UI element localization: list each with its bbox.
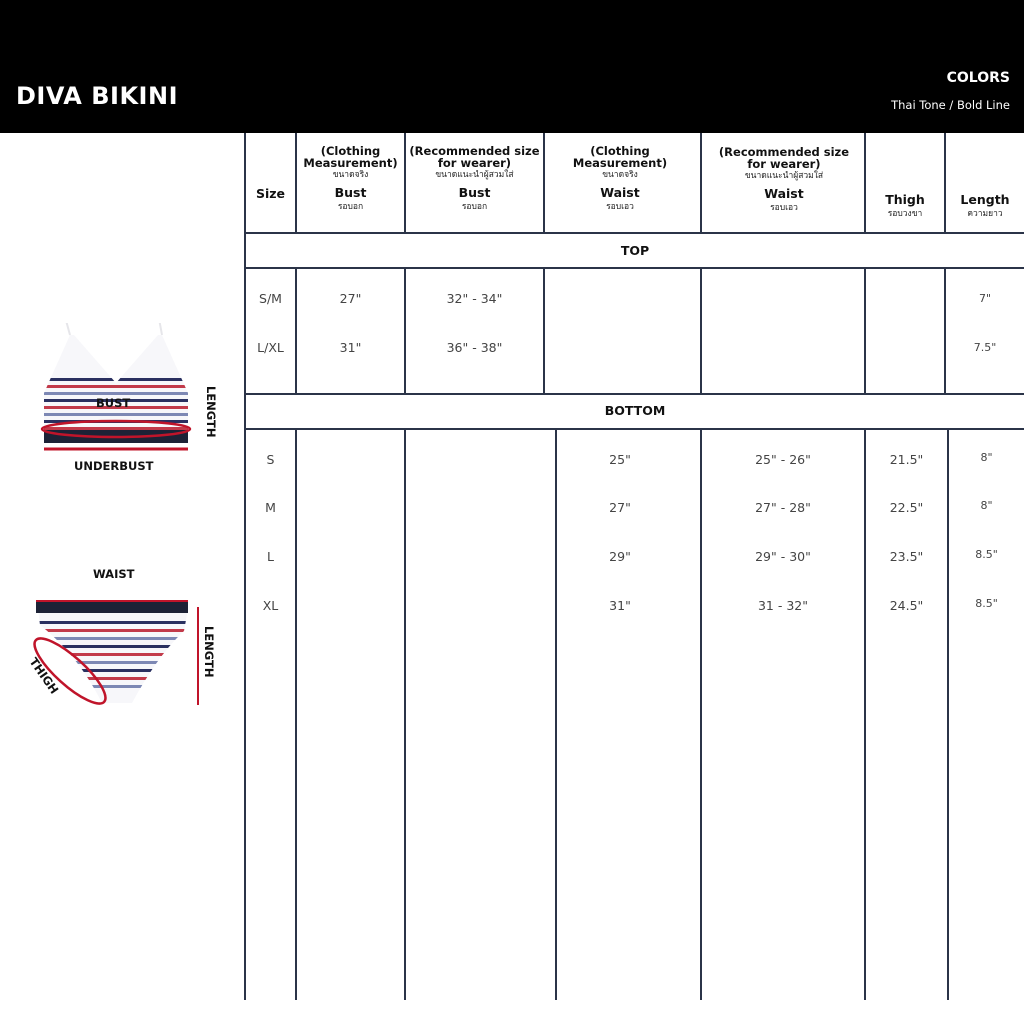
header-bar [0, 0, 1024, 133]
row-divider [244, 267, 1024, 269]
length-cell: 8.5" [975, 597, 998, 610]
recommended-bust-cell: 32" - 34" [446, 291, 503, 306]
col-divider [947, 428, 949, 1000]
size-cell: S [266, 452, 275, 467]
size-cell: S/M [259, 291, 282, 306]
bust-cell: 27" [339, 291, 362, 306]
col-divider [543, 268, 545, 394]
col-divider [404, 268, 406, 394]
bottom-length-label: LENGTH [202, 626, 216, 678]
bikini-top-illustration [36, 323, 196, 463]
size-cell: XL [262, 598, 279, 613]
col-divider [944, 268, 946, 394]
col-divider [404, 428, 406, 1000]
length-cell: 8.5" [975, 548, 998, 561]
recommended-waist-cell: 25" - 26" [755, 452, 811, 467]
bikini-bottom-illustration [28, 595, 208, 715]
recommended-waist-cell: 27" - 28" [755, 500, 811, 515]
thigh-cell: 22.5" [889, 500, 924, 515]
bust-label: BUST [96, 396, 131, 410]
thigh-label: THIGH [26, 655, 62, 697]
thigh-cell: 21.5" [889, 452, 924, 467]
section-top-label: TOP [620, 243, 650, 258]
page-title: DIVA BIKINI [16, 82, 178, 110]
waist-cell: 29" [609, 549, 631, 564]
col-divider [543, 133, 545, 233]
header-length: Length ความยาว [960, 192, 1010, 219]
illustration-panel [0, 133, 244, 1024]
recommended-bust-cell: 36" - 38" [446, 340, 503, 355]
header-clothing-bust: (Clothing Measurement) ขนาดจริง Bust รอบอก [303, 144, 398, 212]
size-cell: M [265, 500, 276, 515]
col-divider [864, 268, 866, 394]
col-divider [295, 268, 297, 394]
header-recommended-bust: (Recommended size for wearer) ขนาดแนะนำผู้สวมใส่ Bust รอบอก [409, 144, 540, 212]
waist-cell: 31" [609, 598, 631, 613]
underbust-label: UNDERBUST [74, 459, 154, 473]
row-divider [244, 393, 1024, 395]
size-cell: L/XL [257, 340, 284, 355]
row-divider [244, 428, 1024, 430]
section-bottom-label: BOTTOM [604, 403, 666, 418]
colors-value: Thai Tone / Bold Line [891, 98, 1010, 112]
length-cell: 8" [980, 499, 993, 512]
header-recommended-waist: (Recommended size for wearer) ขนาดแนะนำผู้สวมใส่ Waist รอบเอว [718, 145, 850, 213]
col-divider [295, 428, 297, 1000]
waist-cell: 27" [609, 500, 631, 515]
recommended-waist-cell: 29" - 30" [755, 549, 811, 564]
waist-label: WAIST [93, 567, 135, 581]
size-cell: L [267, 549, 274, 564]
header-size: Size [255, 186, 286, 201]
col-divider [700, 268, 702, 394]
length-cell: 7" [978, 292, 992, 305]
thigh-cell: 24.5" [889, 598, 924, 613]
col-divider [700, 133, 702, 233]
header-thigh: Thigh รอบวงขา [885, 192, 925, 219]
bust-cell: 31" [339, 340, 362, 355]
table-border-left [244, 133, 246, 1000]
length-cell: 8" [980, 451, 993, 464]
length-cell: 7.5" [973, 341, 997, 354]
header-clothing-waist: (Clothing Measurement) ขนาดจริง Waist รอบเอว [572, 144, 668, 212]
row-divider [244, 232, 1024, 234]
top-length-label: LENGTH [204, 386, 218, 438]
recommended-waist-cell: 31 - 32" [757, 598, 809, 613]
colors-label: COLORS [946, 70, 1010, 86]
thigh-cell: 23.5" [889, 549, 924, 564]
waist-cell: 25" [609, 452, 631, 467]
